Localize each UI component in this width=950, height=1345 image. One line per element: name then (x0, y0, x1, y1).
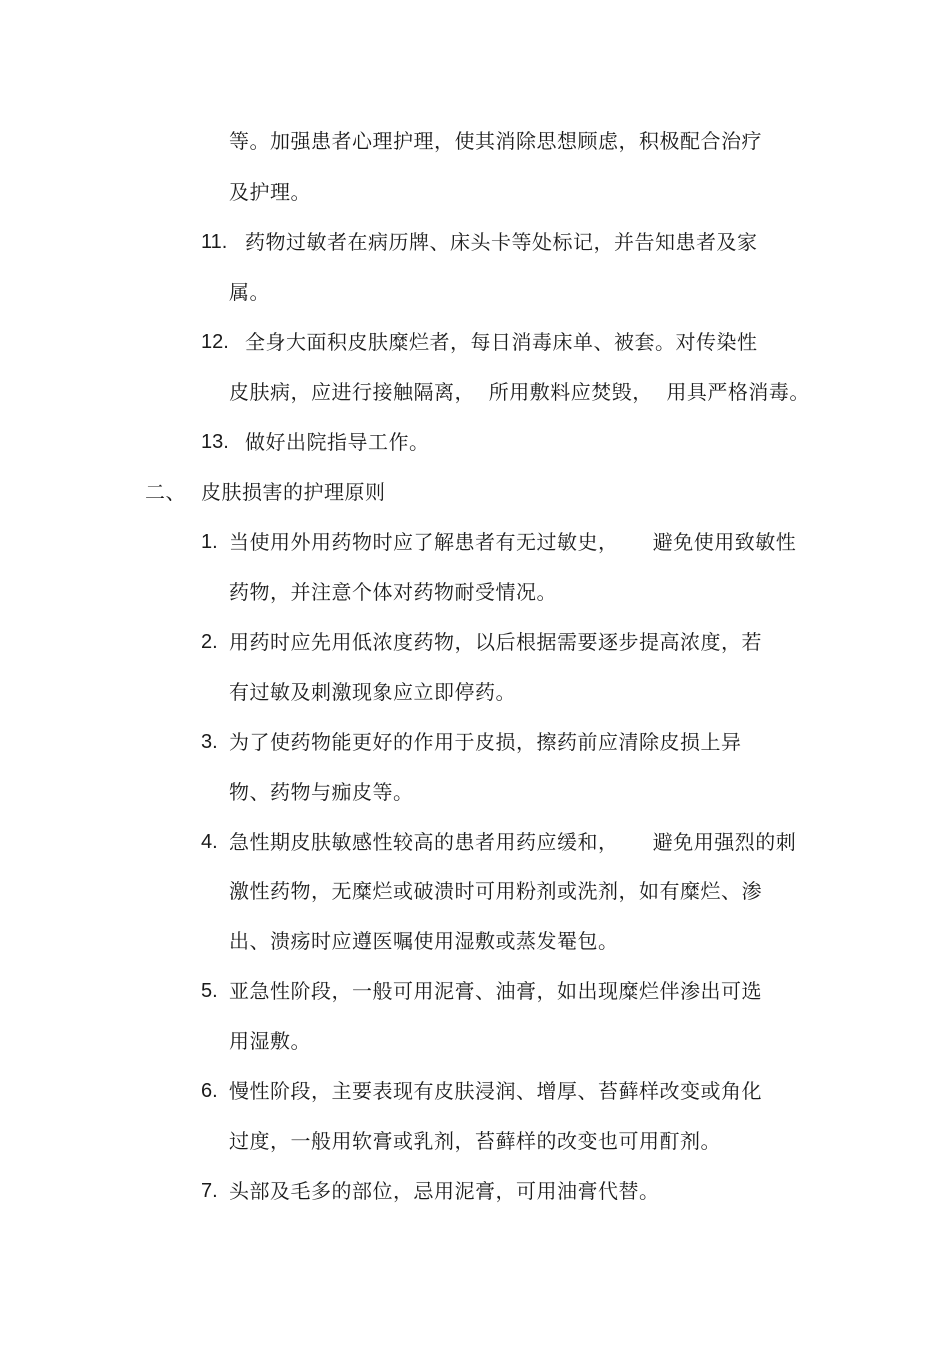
item-7-line-1: 头部及毛多的部位，忌用泥膏，可用油膏代替。 (229, 1179, 660, 1203)
item-2-number: 2. (201, 631, 218, 653)
item-13-line-1: 做好出院指导工作。 (245, 430, 430, 454)
continuation-line-1: 等。加强患者心理护理，使其消除思想顾虑，积极配合治疗 (229, 129, 762, 153)
item-5-line-1: 亚急性阶段，一般可用泥膏、油膏，如出现糜烂伴渗出可选 (229, 979, 762, 1003)
item-1-line-1: 当使用外用药物时应了解患者有无过敏史， 避免使用致敏性 (229, 530, 797, 554)
item-5-line-2: 用湿敷。 (229, 1029, 311, 1053)
item-4-number: 4. (201, 831, 218, 853)
item-11-line-2: 属。 (229, 280, 270, 304)
item-4-line-1: 急性期皮肤敏感性较高的患者用药应缓和， 避免用强烈的刺 (229, 830, 797, 854)
item-1-line-2: 药物，并注意个体对药物耐受情况。 (229, 580, 557, 604)
item-1-number: 1. (201, 531, 218, 553)
item-5-number: 5. (201, 980, 218, 1002)
section-2-title: 皮肤损害的护理原则 (201, 480, 386, 504)
item-2-line-1: 用药时应先用低浓度药物，以后根据需要逐步提高浓度，若 (229, 630, 762, 654)
item-2-line-2: 有过敏及刺激现象应立即停药。 (229, 680, 516, 704)
item-6-line-2: 过度，一般用软膏或乳剂，苔藓样的改变也可用酊剂。 (229, 1129, 721, 1153)
item-12-line-1: 全身大面积皮肤糜烂者，每日消毒床单、被套。对传染性 (245, 330, 758, 354)
continuation-line-2: 及护理。 (229, 180, 311, 204)
item-12-number: 12. (201, 331, 229, 353)
item-4-line-2: 激性药物，无糜烂或破溃时可用粉剂或洗剂，如有糜烂、渗 (229, 879, 762, 903)
item-7-number: 7. (201, 1180, 218, 1202)
item-6-line-1: 慢性阶段，主要表现有皮肤浸润、增厚、苔藓样改变或角化 (229, 1079, 762, 1103)
item-3-line-2: 物、药物与痂皮等。 (229, 780, 414, 804)
item-12-line-2: 皮肤病，应进行接触隔离， 所用敷料应焚毁， 用具严格消毒。 (229, 380, 810, 404)
item-4-line-3: 出、溃疡时应遵医嘱使用湿敷或蒸发罨包。 (229, 929, 619, 953)
item-6-number: 6. (201, 1080, 218, 1102)
section-2-number: 二、 (145, 480, 186, 504)
item-11-line-1: 药物过敏者在病历牌、床头卡等处标记，并告知患者及家 (245, 230, 758, 254)
item-13-number: 13. (201, 431, 229, 453)
item-3-number: 3. (201, 731, 218, 753)
item-3-line-1: 为了使药物能更好的作用于皮损，擦药前应清除皮损上异 (229, 730, 742, 754)
item-11-number: 11. (201, 231, 228, 253)
